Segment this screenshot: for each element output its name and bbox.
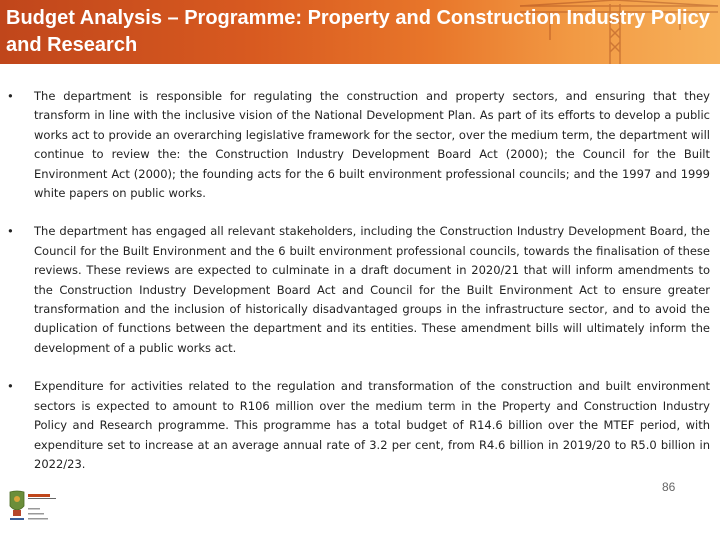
bullet-list <box>8 87 710 474</box>
bullet-icon: • <box>7 379 14 394</box>
page-title: Budget Analysis – Programme: Property and Construction Industry Policy and Research <box>6 7 710 56</box>
bullet-item <box>8 222 710 358</box>
coat-of-arms-logo-icon <box>4 488 60 534</box>
bullet-icon: • <box>7 224 14 239</box>
bullet-text: The department is responsible for regulating the construction and property sectors, and ensuring that they transform in line with the inclusive vision of the National Development Plan. As part of its efforts to develop a public works act to provide an overarching legislative framework for the sector, over the medium term, the department will continue to review the: the Construction Industry Development Board Act (2000); the Council for the Built Environment Act (2000); the founding acts for the 6 built environment professional councils; and the 1997 and 1999 white papers on public works. <box>34 89 710 201</box>
bullet-item <box>8 377 710 474</box>
header-banner <box>0 0 720 64</box>
bullet-item <box>8 87 710 203</box>
bullet-text: The department has engaged all relevant stakeholders, including the Construction Industry Development Board, the Council for the Built Environment and the 6 built environment professional councils, towards the finalisation of these reviews. These reviews are expected to culminate in a draft document in 2020/21 that will inform amendments to the Construction Industry Development Board Act and Council for the Built Environment Act to ensure greater transformation and the inclusion of historically disadvantaged groups in the infrastructure sector, and to avoid the duplication of functions between the department and its entities. These amendment bills will ultimately inform the development of a public works act. <box>34 224 710 355</box>
bullet-icon: • <box>7 89 14 103</box>
page-number: 86 <box>662 480 676 494</box>
bullet-text: Expenditure for activities related to the regulation and transformation of the construction and built environment sectors is expected to amount to R106 million over the medium term in the Property and Construction Industry Policy and Research programme. This programme has a total budget of R14.6 billion over the MTEF period, with expenditure set to increase at an average annual rate of 3.2 per cent, from R4.6 billion in 2019/20 to R5.0 billion in 2022/23. <box>34 379 710 471</box>
